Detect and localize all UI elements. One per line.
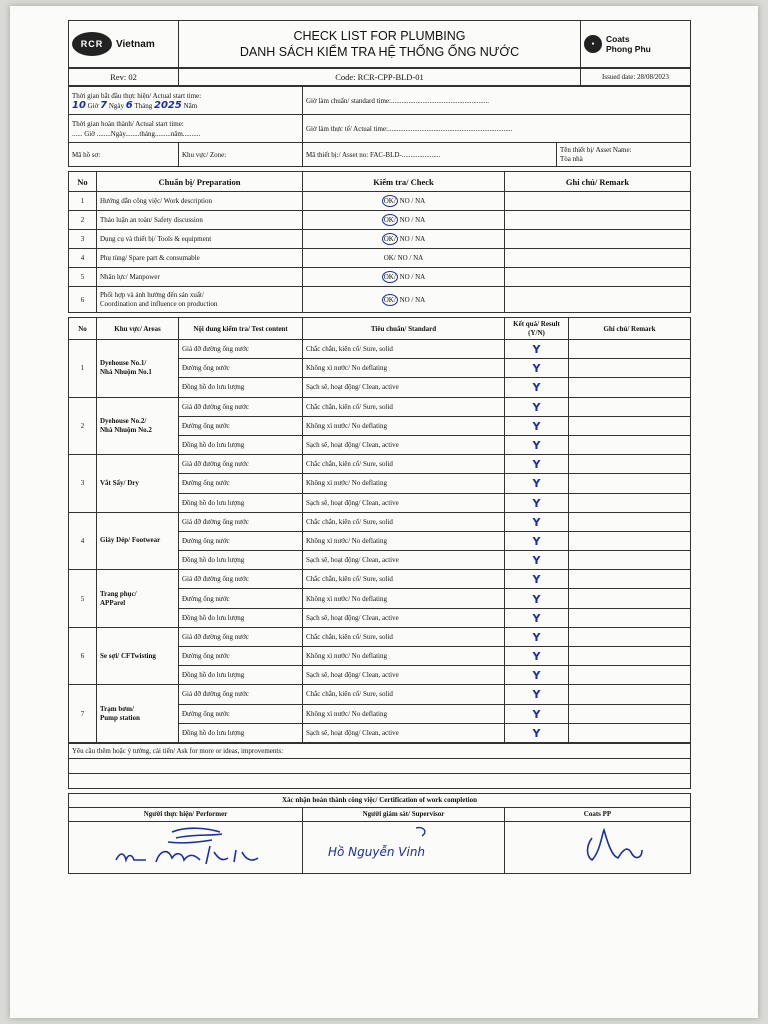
area-name: Se sợi/ CFTwisting (97, 627, 179, 685)
test-content: Đồng hồ đo lưu lượng (179, 493, 303, 512)
test-content: Giá đỡ đường ống nước (179, 455, 303, 474)
test-content: Giá đỡ đường ống nước (179, 627, 303, 646)
title-en: CHECK LIST FOR PLUMBING (293, 29, 466, 43)
result-cell (505, 493, 569, 512)
standard: Chắc chắn, kiên cố/ Sure, solid (303, 570, 505, 589)
result-cell (505, 723, 569, 742)
prep-item: Nhân lực/ Manpower (97, 268, 303, 287)
check-remark (569, 531, 691, 550)
check-remark (569, 647, 691, 666)
check-row (69, 455, 691, 474)
standard: Không xì nước/ No deflating (303, 474, 505, 493)
standard: Không xì nước/ No deflating (303, 704, 505, 723)
check-row (69, 397, 691, 416)
standard: Không xì nước/ No deflating (303, 416, 505, 435)
result-mark: Y (532, 611, 541, 625)
prep-remark (505, 268, 691, 287)
test-content: Đồng hồ đo lưu lượng (179, 608, 303, 627)
result-cell (505, 570, 569, 589)
test-content: Đường ống nước (179, 589, 303, 608)
check-remark (569, 512, 691, 531)
performer-label: Người thực hiện/ Performer (69, 807, 303, 821)
test-content: Đồng hồ đo lưu lượng (179, 666, 303, 685)
standard: Sạch sẽ, hoạt động/ Clean, active (303, 493, 505, 512)
area-no: 3 (69, 455, 97, 513)
test-content: Đường ống nước (179, 416, 303, 435)
checks-col-no: No (69, 318, 97, 340)
paper-sheet (10, 6, 758, 1018)
standard: Sạch sẽ, hoạt động/ Clean, active (303, 666, 505, 685)
result-mark: Y (532, 458, 541, 472)
preparation-table (68, 171, 691, 313)
standard: Sạch sẽ, hoạt động/ Clean, active (303, 435, 505, 454)
check-remark (569, 378, 691, 397)
improvement-line-1 (69, 758, 691, 773)
area-no: 5 (69, 570, 97, 628)
prep-check-no-na: NO / NA (397, 235, 426, 243)
test-content: Giá đỡ đường ống nước (179, 512, 303, 531)
area-name: Trang phục/ APParel (97, 570, 179, 628)
coats-logo-icon: ● (584, 35, 602, 53)
test-content: Đường ống nước (179, 647, 303, 666)
area-name: Dyehouse No.2/ Nhà Nhuộm No.2 (97, 397, 179, 455)
prep-col-preparation: Chuẩn bị/ Preparation (97, 172, 303, 192)
standard: Chắc chắn, kiên cố/ Sure, solid (303, 397, 505, 416)
prep-no: 1 (69, 192, 97, 211)
result-cell (505, 589, 569, 608)
area-no: 1 (69, 340, 97, 398)
prep-remark (505, 192, 691, 211)
prep-item: Phụ tùng/ Spare part & consumable (97, 249, 303, 268)
prep-no: 5 (69, 268, 97, 287)
test-content: Đồng hồ đo lưu lượng (179, 551, 303, 570)
standard: Không xì nước/ No deflating (303, 647, 505, 666)
standard-time: Giờ làm chuẩn/ standard time:........................................................ (303, 87, 691, 115)
prep-remark (505, 211, 691, 230)
check-remark (569, 589, 691, 608)
actual-start-time: Thời gian bắt đầu thực hiện/ Actual start time: 10 Giờ 7 Ngày 6 Tháng 2025 Năm (69, 87, 303, 115)
prep-check-no-na: NO / NA (397, 295, 426, 304)
prep-check (303, 192, 505, 211)
result-cell (505, 647, 569, 666)
result-cell (505, 666, 569, 685)
prep-check-no-na: NO / NA (397, 216, 426, 224)
prep-check (303, 268, 505, 287)
prep-row (69, 249, 691, 268)
rcr-logo: RCR Vietnam (69, 21, 179, 68)
result-mark: Y (532, 650, 541, 664)
check-row (69, 570, 691, 589)
result-cell (505, 397, 569, 416)
result-mark: Y (532, 669, 541, 683)
checks-col-remark: Ghi chú/ Remark (569, 318, 691, 340)
result-cell (505, 416, 569, 435)
checks-col-result: Kết quả/ Result (Y/N) (505, 318, 569, 340)
prep-item: Hướng dẫn công việc/ Work description (97, 192, 303, 211)
prep-row (69, 268, 691, 287)
area-no: 2 (69, 397, 97, 455)
check-remark (569, 397, 691, 416)
area-name: Trạm bơm/ Pump station (97, 685, 179, 743)
prep-no: 2 (69, 211, 97, 230)
prep-row (69, 192, 691, 211)
check-remark (569, 455, 691, 474)
test-content: Đồng hồ đo lưu lượng (179, 723, 303, 742)
result-mark: Y (532, 707, 541, 721)
supervisor-signature (303, 821, 505, 873)
result-cell (505, 378, 569, 397)
check-remark (569, 704, 691, 723)
result-mark: Y (532, 726, 541, 740)
meta-table (68, 68, 691, 86)
prep-check-no-na: NO / NA (397, 273, 426, 281)
check-remark (569, 435, 691, 454)
standard: Chắc chắn, kiên cố/ Sure, solid (303, 340, 505, 359)
check-remark (569, 608, 691, 627)
test-content: Đồng hồ đo lưu lượng (179, 435, 303, 454)
check-row (69, 340, 691, 359)
result-mark: Y (532, 400, 541, 414)
supervisor-signature-mark (306, 822, 502, 868)
prep-remark (505, 287, 691, 313)
check-row (69, 685, 691, 704)
test-content: Đường ống nước (179, 474, 303, 493)
header-table (68, 20, 691, 68)
result-mark: Y (532, 592, 541, 606)
result-cell (505, 704, 569, 723)
prep-check (303, 287, 505, 313)
prep-remark (505, 230, 691, 249)
result-cell (505, 435, 569, 454)
certification-table (68, 793, 691, 874)
result-mark: Y (532, 477, 541, 491)
standard: Chắc chắn, kiên cố/ Sure, solid (303, 685, 505, 704)
checklist-form (68, 20, 691, 874)
prep-item: Thảo luận an toàn/ Safety discussion (97, 211, 303, 230)
prep-col-no: No (69, 172, 97, 192)
result-cell (505, 627, 569, 646)
result-cell (505, 531, 569, 550)
footer-table (68, 743, 691, 789)
result-cell (505, 455, 569, 474)
test-content: Đường ống nước (179, 359, 303, 378)
area-name: Vắt Sấy/ Dry (97, 455, 179, 513)
supervisor-label: Người giám sát/ Supervisor (303, 807, 505, 821)
result-cell (505, 608, 569, 627)
result-mark: Y (532, 554, 541, 568)
result-mark: Y (532, 630, 541, 644)
form-code: Code: RCR-CPP-BLD-01 (179, 69, 581, 86)
standard: Không xì nước/ No deflating (303, 359, 505, 378)
check-remark (569, 359, 691, 378)
result-mark: Y (532, 534, 541, 548)
area-name: Dyehouse No.1/ Nhà Nhuộm No.1 (97, 340, 179, 398)
actual-finish-time: Thời gian hoàn thành/ Actual start time: ...... Giờ ........Ngày........tháng.........năm.......... (69, 115, 303, 143)
check-remark (569, 666, 691, 685)
standard: Không xì nước/ No deflating (303, 531, 505, 550)
check-remark (569, 627, 691, 646)
result-cell (505, 340, 569, 359)
area-no: 4 (69, 512, 97, 570)
standard: Chắc chắn, kiên cố/ Sure, solid (303, 512, 505, 531)
prep-no: 4 (69, 249, 97, 268)
prep-row (69, 287, 691, 313)
check-remark (569, 551, 691, 570)
test-content: Giá đỡ đường ống nước (179, 685, 303, 704)
svg-text:Hồ Nguyễn Vinh: Hồ Nguyễn Vinh (328, 844, 426, 859)
result-mark: Y (532, 515, 541, 529)
result-mark: Y (532, 381, 541, 395)
info-table (68, 86, 691, 167)
certification-title: Xác nhận hoàn thành công việc/ Certification of work completion (69, 793, 691, 807)
form-title (179, 21, 581, 68)
result-cell (505, 359, 569, 378)
checks-col-content: Nội dung kiểm tra/ Test content (179, 318, 303, 340)
coats-label: Coats PP (505, 807, 691, 821)
checks-col-area: Khu vực/ Areas (97, 318, 179, 340)
check-remark (569, 416, 691, 435)
rcr-logo-icon: RCR (72, 32, 112, 56)
check-remark (569, 723, 691, 742)
checks-col-standard: Tiêu chuẩn/ Standard (303, 318, 505, 340)
standard: Sạch sẽ, hoạt động/ Clean, active (303, 551, 505, 570)
prep-remark (505, 249, 691, 268)
improvement-line-2 (69, 773, 691, 788)
asset-name: Tên thiết bị/ Asset Name: Tòa nhà (557, 143, 691, 167)
prep-check-ok: OK/ (383, 273, 396, 281)
result-cell (505, 474, 569, 493)
prep-check-ok: OK/ (383, 254, 396, 262)
test-content: Giá đỡ đường ống nước (179, 397, 303, 416)
issued-date: Issued date: 28/08/2023 (581, 69, 691, 86)
performer-signature (69, 821, 303, 873)
test-content: Đường ống nước (179, 531, 303, 550)
prep-check (303, 249, 505, 268)
prep-check-ok: OK/ (383, 197, 396, 205)
checks-table (68, 317, 691, 743)
prep-check (303, 230, 505, 249)
result-cell (505, 685, 569, 704)
standard: Không xì nước/ No deflating (303, 589, 505, 608)
standard: Sạch sẽ, hoạt động/ Clean, active (303, 723, 505, 742)
coats-signature-mark (508, 822, 678, 868)
prep-item: Dụng cụ và thiết bị/ Tools & equipment (97, 230, 303, 249)
check-row (69, 627, 691, 646)
rev: Rev: 02 (69, 69, 179, 86)
prep-row (69, 211, 691, 230)
prep-row (69, 230, 691, 249)
prep-check-ok: OK/ (383, 295, 396, 304)
asset-no: Mã thiết bị:/ Asset no: FAC-BLD-...................... (303, 143, 557, 167)
result-mark: Y (532, 439, 541, 453)
prep-check (303, 211, 505, 230)
coats-logo: ● Coats Phong Phu (581, 21, 691, 68)
check-remark (569, 570, 691, 589)
prep-no: 6 (69, 287, 97, 313)
title-vi: DANH SÁCH KIỂM TRA HỆ THỐNG ỐNG NƯỚC (239, 45, 520, 59)
performer-signature-mark (72, 822, 298, 868)
result-mark: Y (532, 496, 541, 510)
prep-item: Phối hợp và ảnh hưởng đến sản xuất/ Coordination and influence on production (97, 287, 303, 313)
standard: Sạch sẽ, hoạt động/ Clean, active (303, 608, 505, 627)
test-content: Đường ống nước (179, 704, 303, 723)
area-no: 6 (69, 627, 97, 685)
prep-check-ok: OK/ (383, 235, 396, 243)
result-mark: Y (532, 419, 541, 433)
standard: Chắc chắn, kiên cố/ Sure, solid (303, 455, 505, 474)
result-mark: Y (532, 343, 541, 357)
prep-check-no-na: NO / NA (395, 254, 424, 262)
standard: Sạch sẽ, hoạt động/ Clean, active (303, 378, 505, 397)
test-content: Đồng hồ đo lưu lượng (179, 378, 303, 397)
area-no: 7 (69, 685, 97, 743)
check-remark (569, 493, 691, 512)
coats-signature (505, 821, 691, 873)
standard: Chắc chắn, kiên cố/ Sure, solid (303, 627, 505, 646)
test-content: Giá đỡ đường ống nước (179, 570, 303, 589)
prep-col-check: Kiểm tra/ Check (303, 172, 505, 192)
check-row (69, 512, 691, 531)
result-cell (505, 512, 569, 531)
actual-time: Giờ làm thực tế/ Actual time:....................................................................... (303, 115, 691, 143)
improvement-request: Yêu cầu thêm hoặc ý tưởng, cải tiến/ Ask for more or ideas, improvements: (69, 743, 691, 758)
prep-check-ok: OK/ (383, 216, 396, 224)
result-mark: Y (532, 362, 541, 376)
prep-col-remark: Ghi chú/ Remark (505, 172, 691, 192)
prep-check-no-na: NO / NA (397, 197, 426, 205)
zone: Khu vực/ Zone: (179, 143, 303, 167)
result-cell (505, 551, 569, 570)
result-mark: Y (532, 688, 541, 702)
check-remark (569, 474, 691, 493)
record-no: Mã hồ sơ: (69, 143, 179, 167)
result-mark: Y (532, 573, 541, 587)
test-content: Giá đỡ đường ống nước (179, 340, 303, 359)
area-name: Giày Dép/ Footwear (97, 512, 179, 570)
prep-no: 3 (69, 230, 97, 249)
check-remark (569, 340, 691, 359)
check-remark (569, 685, 691, 704)
